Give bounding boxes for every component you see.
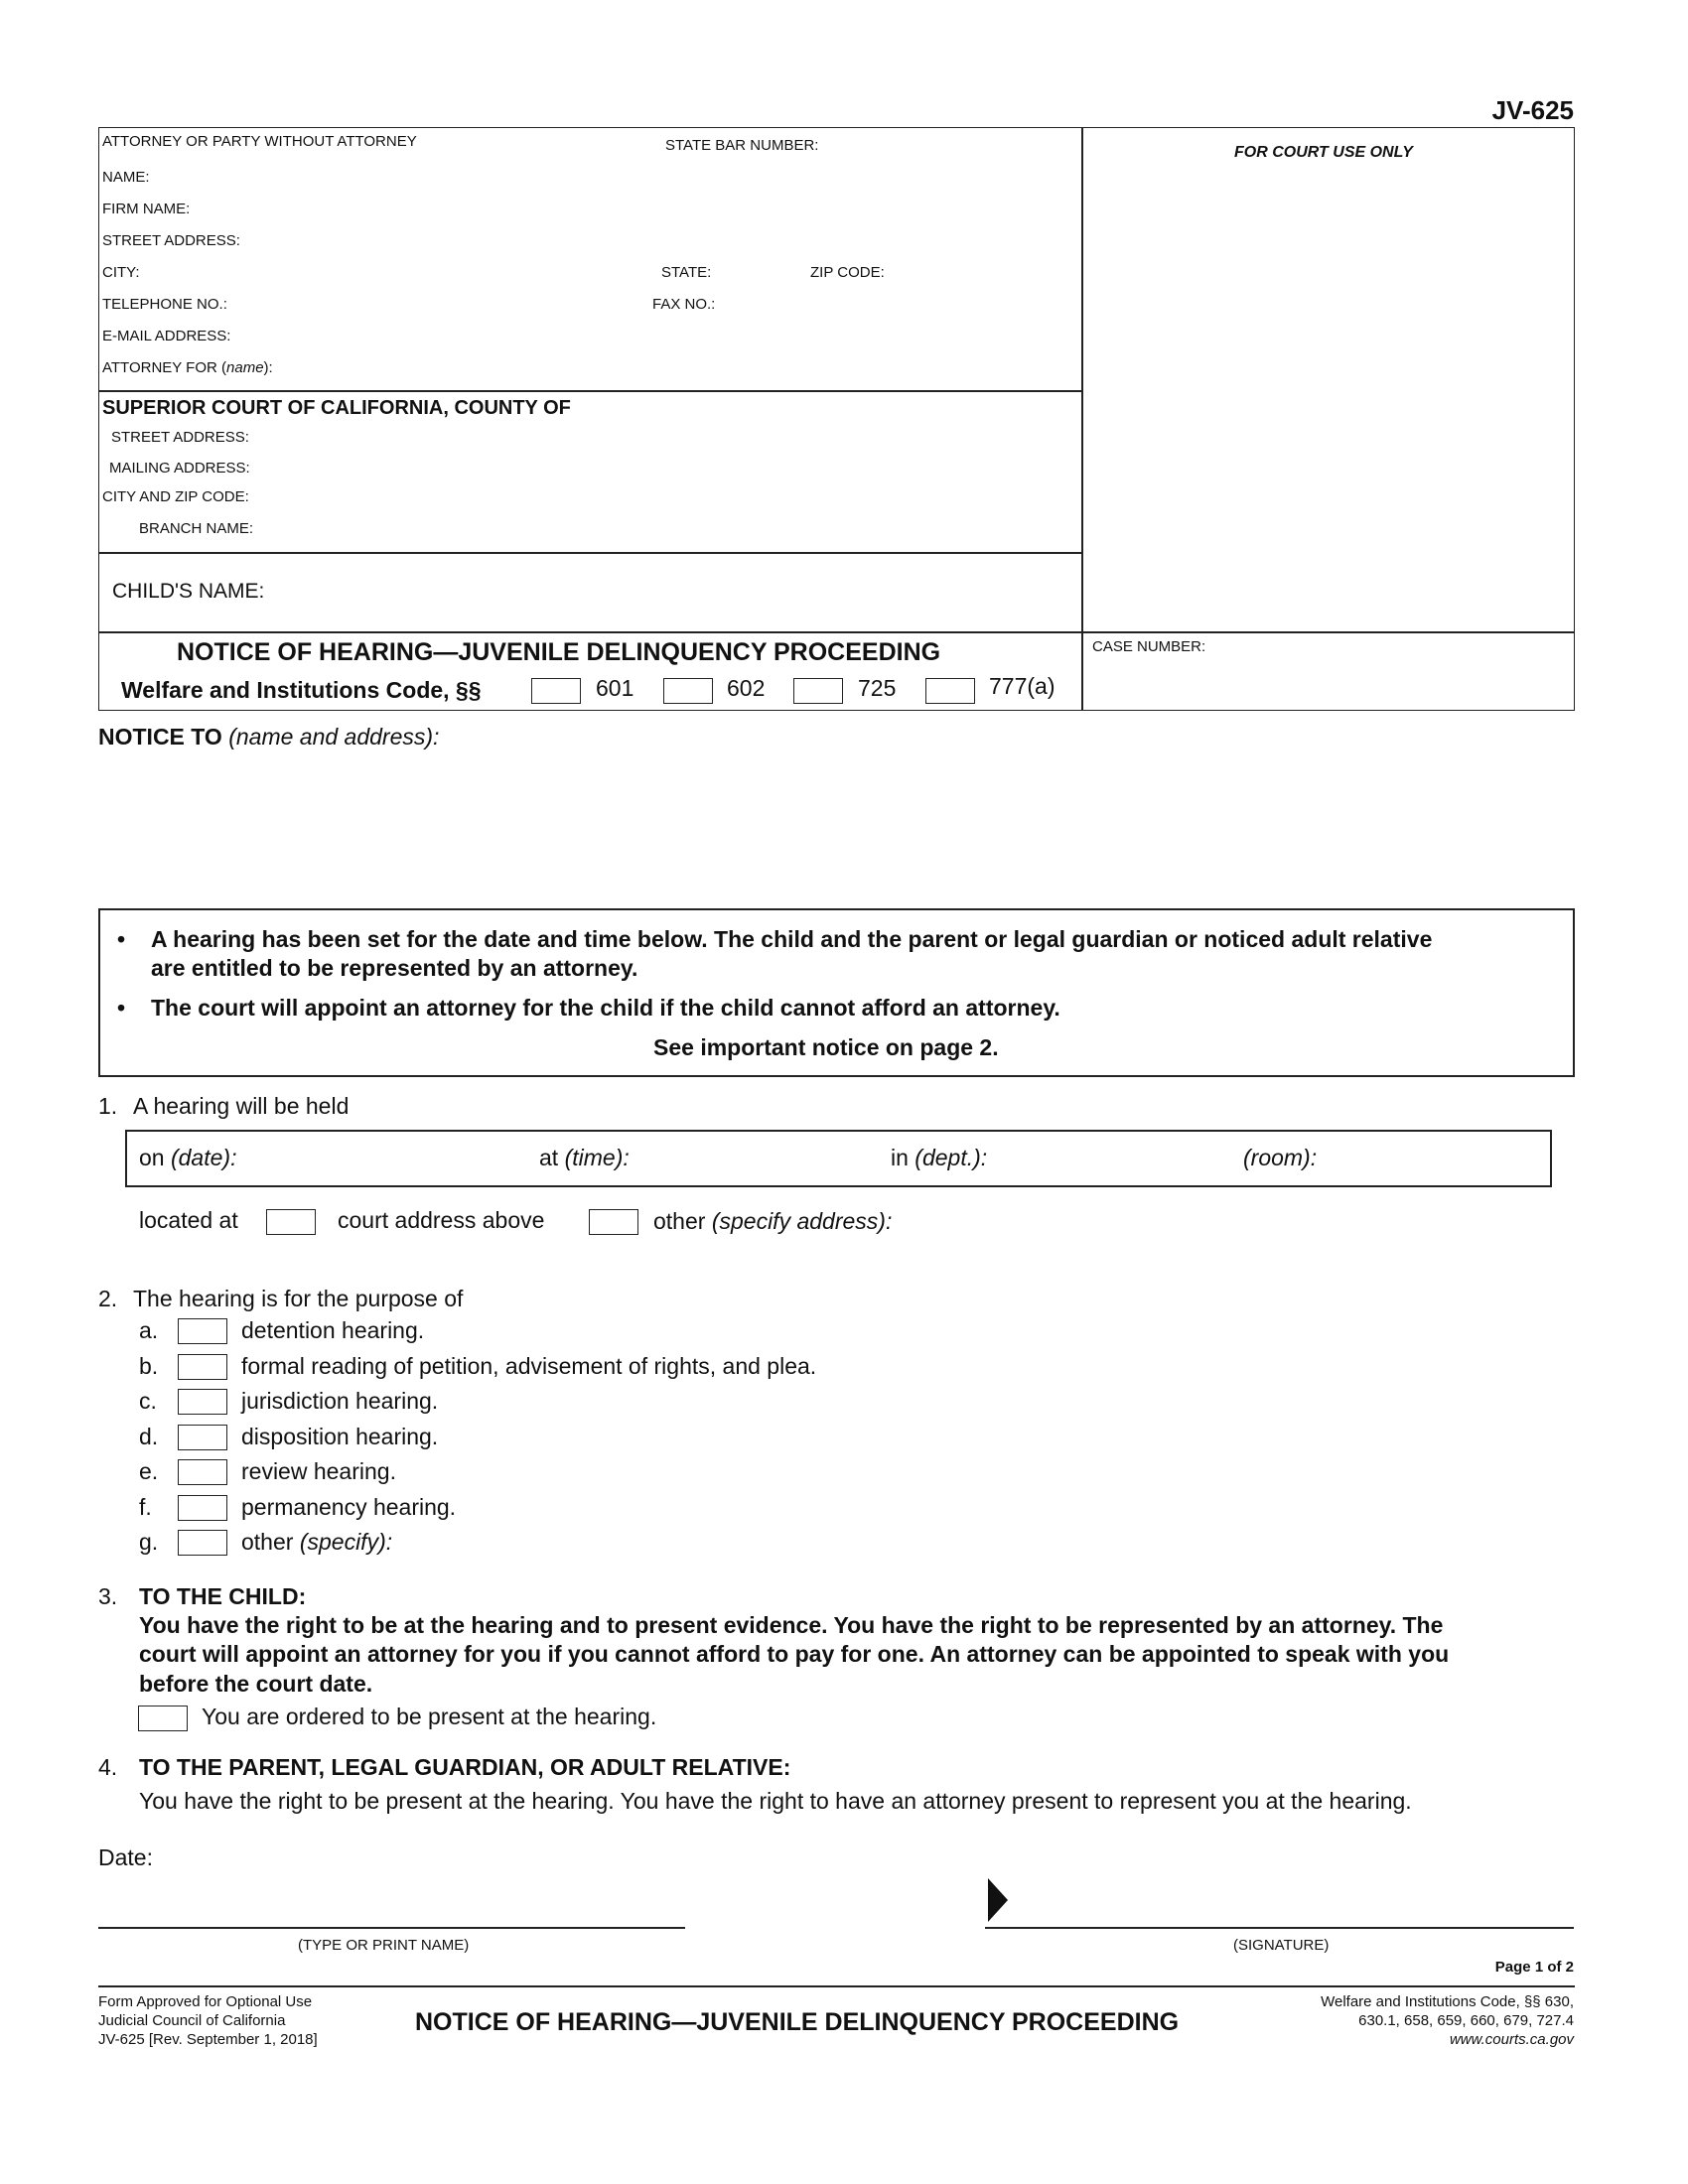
footer-right: Welfare and Institutions Code, §§ 630, 630.1, 658, 659, 660, 679, 727.4 www.courts.ca.gov: [1321, 1993, 1574, 2048]
print-name-line[interactable]: [98, 1927, 685, 1929]
checkbox-court-address[interactable]: [266, 1209, 316, 1235]
purpose-letter: f.: [139, 1493, 152, 1520]
form-id: JV-625: [1491, 95, 1574, 125]
checkbox-purpose[interactable]: [178, 1459, 227, 1485]
date-label[interactable]: Date:: [98, 1844, 153, 1870]
checkbox-725[interactable]: [793, 678, 843, 704]
footer-title: NOTICE OF HEARING—JUVENILE DELINQUENCY PROCEEDING: [415, 2008, 1180, 2036]
code-label: Welfare and Institutions Code, §§: [121, 677, 482, 703]
zip-label[interactable]: ZIP CODE:: [810, 264, 885, 281]
item-2-number: 2.: [98, 1286, 118, 1311]
dept-field[interactable]: in (dept.):: [891, 1145, 988, 1170]
purpose-letter: a.: [139, 1317, 159, 1343]
item-3-line: before the court date.: [139, 1671, 373, 1697]
purpose-label: formal reading of petition, advisement of rights, and plea.: [241, 1352, 817, 1379]
purpose-label: review hearing.: [241, 1458, 396, 1484]
state-label[interactable]: STATE:: [661, 264, 712, 281]
item-3-heading: TO THE CHILD:: [139, 1583, 307, 1609]
other-address-label[interactable]: other (specify address):: [653, 1208, 893, 1234]
checkbox-purpose[interactable]: [178, 1318, 227, 1344]
court-street-label[interactable]: STREET ADDRESS:: [111, 429, 249, 446]
item-3-line: You have the right to be at the hearing and to present evidence. You have the right to be represented by an attorney. The: [139, 1612, 1444, 1638]
located-label: located at: [139, 1207, 238, 1233]
page-number: Page 1 of 2: [1494, 1959, 1574, 1976]
court-use-label: FOR COURT USE ONLY: [1234, 144, 1413, 161]
purpose-label: disposition hearing.: [241, 1423, 439, 1449]
signature-label: (SIGNATURE): [1233, 1937, 1330, 1954]
notice-bullet-1: A hearing has been set for the date and time below. The child and the parent or legal guardian or noticed adult relative: [151, 926, 1433, 952]
hearing-details-box: [125, 1130, 1552, 1187]
form-title: NOTICE OF HEARING—JUVENILE DELINQUENCY PROCEEDING: [177, 638, 941, 666]
checkbox-ordered-present[interactable]: [138, 1706, 188, 1731]
purpose-letter: d.: [139, 1423, 159, 1449]
court-heading: SUPERIOR COURT OF CALIFORNIA, COUNTY OF: [102, 397, 571, 419]
item-2-text: The hearing is for the purpose of: [133, 1286, 464, 1311]
item-4-heading: TO THE PARENT, LEGAL GUARDIAN, OR ADULT RELATIVE:: [139, 1754, 791, 1780]
signature-arrow-icon: [988, 1878, 1008, 1922]
court-city-label[interactable]: CITY AND ZIP CODE:: [102, 488, 249, 505]
checkbox-purpose[interactable]: [178, 1530, 227, 1556]
attorney-heading: ATTORNEY OR PARTY WITHOUT ATTORNEY: [102, 133, 417, 150]
purpose-label: permanency hearing.: [241, 1493, 457, 1520]
case-number-label[interactable]: CASE NUMBER:: [1092, 638, 1206, 655]
option-602: 602: [727, 675, 766, 701]
courts-link[interactable]: www.courts.ca.gov: [1449, 2031, 1574, 2048]
fax-label[interactable]: FAX NO.:: [652, 296, 716, 313]
notice-bullet-1-cont: are entitled to be represented by an attorney.: [151, 955, 638, 981]
purpose-letter: c.: [139, 1388, 157, 1414]
signature-line[interactable]: [985, 1927, 1574, 1929]
court-address-label: court address above: [338, 1207, 545, 1233]
purpose-letter: e.: [139, 1458, 159, 1484]
purpose-letter: b.: [139, 1352, 159, 1379]
checkbox-purpose[interactable]: [178, 1425, 227, 1450]
checkbox-602[interactable]: [663, 678, 713, 704]
street-label[interactable]: STREET ADDRESS:: [102, 232, 240, 249]
purpose-label: detention hearing.: [241, 1317, 425, 1343]
checkbox-purpose[interactable]: [178, 1495, 227, 1521]
purpose-label: jurisdiction hearing.: [241, 1388, 439, 1414]
room-field[interactable]: (room):: [1243, 1145, 1318, 1170]
email-label[interactable]: E-MAIL ADDRESS:: [102, 328, 231, 344]
city-label[interactable]: CITY:: [102, 264, 140, 281]
state-bar-label[interactable]: STATE BAR NUMBER:: [665, 137, 819, 154]
time-field[interactable]: at (time):: [539, 1145, 630, 1170]
checkbox-601[interactable]: [531, 678, 581, 704]
item-1-text: A hearing will be held: [133, 1093, 350, 1119]
firm-label[interactable]: FIRM NAME:: [102, 201, 191, 217]
item-3-number: 3.: [98, 1583, 118, 1609]
purpose-label: other (specify):: [241, 1529, 393, 1555]
purpose-letter: g.: [139, 1529, 159, 1555]
court-mailing-label[interactable]: MAILING ADDRESS:: [109, 460, 250, 477]
checkbox-777a[interactable]: [925, 678, 975, 704]
notice-bullet-2: The court will appoint an attorney for the child if the child cannot afford an attorney.: [151, 995, 1060, 1021]
option-777a: 777(a): [989, 673, 1055, 699]
child-name-label[interactable]: CHILD'S NAME:: [112, 580, 265, 603]
ordered-present-label: You are ordered to be present at the hearing.: [202, 1704, 657, 1729]
option-725: 725: [858, 675, 897, 701]
checkbox-other-address[interactable]: [589, 1209, 638, 1235]
print-name-label: (TYPE OR PRINT NAME): [298, 1937, 470, 1954]
name-label[interactable]: NAME:: [102, 169, 150, 186]
item-4-text: You have the right to be present at the hearing. You have the right to have an attorney present to represent you at the hearing.: [139, 1788, 1412, 1814]
attorney-for-label[interactable]: ATTORNEY FOR (name):: [102, 359, 273, 376]
option-601: 601: [596, 675, 634, 701]
phone-label[interactable]: TELEPHONE NO.:: [102, 296, 227, 313]
item-3-line: court will appoint an attorney for you if you cannot afford to pay for one. An attorney can be appointed to speak with you: [139, 1641, 1450, 1667]
see-page-2: See important notice on page 2.: [653, 1034, 999, 1060]
date-field[interactable]: on (date):: [139, 1145, 237, 1170]
branch-label[interactable]: BRANCH NAME:: [139, 520, 254, 537]
checkbox-purpose[interactable]: [178, 1389, 227, 1415]
checkbox-purpose[interactable]: [178, 1354, 227, 1380]
notice-to[interactable]: NOTICE TO (name and address):: [98, 724, 440, 750]
item-1-number: 1.: [98, 1093, 118, 1119]
item-4-number: 4.: [98, 1754, 118, 1780]
footer-left: Form Approved for Optional Use Judicial Council of California JV-625 [Rev. September 1, 2018]: [98, 1993, 318, 2048]
